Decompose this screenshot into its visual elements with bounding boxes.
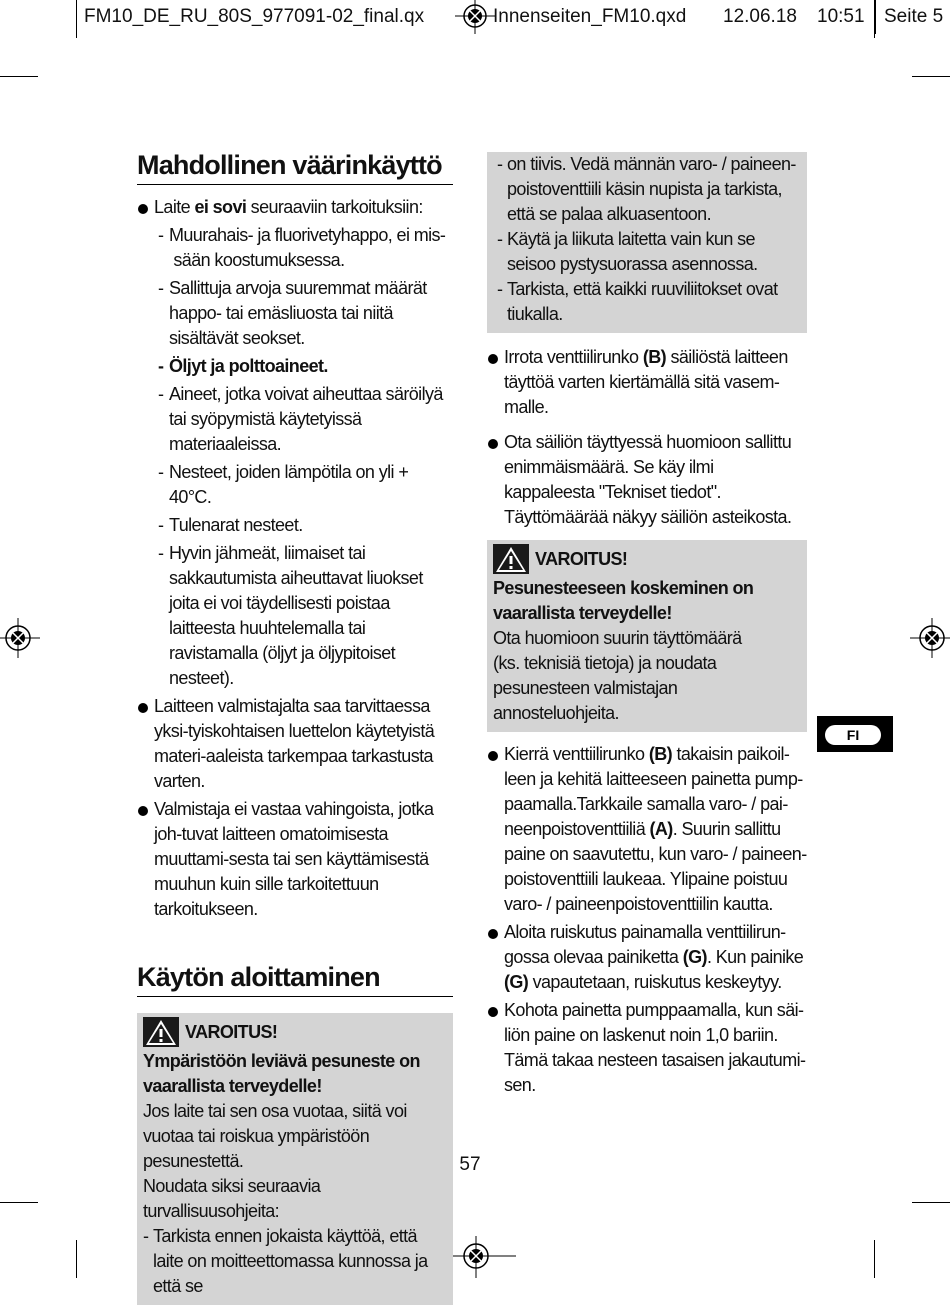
warning-text: Noudata siksi seuraavia turvallisuusohjeita: [143, 1176, 321, 1221]
left-column [137, 140, 453, 1305]
language-tab [817, 716, 893, 752]
list-subitem: - Sallittuja arvoja suuremmat määrät happo- tai emäsliuosta tai niitä sisältävät seokset. [158, 278, 427, 348]
warning-list-item: - Tarkista ennen jokaista käyttöä, että laite on moitteettomassa kunnossa ja että se [143, 1226, 428, 1296]
right-column [487, 152, 807, 1098]
list-subitem: - Tulenarat nesteet. [158, 515, 303, 535]
warning-title: Pesunesteeseen koskeminen on vaarallista terveydelle! [493, 578, 754, 623]
list-subitem: - Nesteet, joiden lämpötila on yli + 40°C. [158, 462, 409, 507]
slug-date: 12.06.18 [723, 6, 797, 27]
crop-mark [76, 1240, 77, 1278]
slug-document: Innenseiten_FM10.qxd [493, 6, 687, 27]
list-item: Ota säiliön täyttyessä huomioon sallittu enimmäismäärä. Se käy ilmi kappaleesta "Tekniset tiedot". Täyttömäärää näkyy säiliön asteikosta. [487, 430, 807, 530]
warning-label: VAROITUS! [535, 548, 628, 569]
warning-box-continued [487, 152, 807, 333]
slug-filename: FM10_DE_RU_80S_977091-02_final.qx [84, 6, 425, 27]
warning-triangle-icon [143, 1017, 179, 1047]
list-subitem: - Aineet, jotka voivat aiheuttaa säröilyä tai syöpymistä käytetyissä materiaaleissa. [158, 384, 443, 454]
slug-time: 10:51 [817, 6, 865, 27]
registration-mark-top [455, 0, 495, 34]
language-tab-label: FI [825, 725, 881, 745]
list-item: Kierrä venttiilirunko (B) takaisin paikoil-leen ja kehitä laitteeseen painetta pump-paamalla.Tarkkaile samalla varo- / pai-neenpoistoventtiiliä (A). Suurin sallittu paine on saavutettu, kun varo- / paineen-poistoventtiili laukeaa. Ylipaine poistuu varo- / paineenpoistoventtiilin kautta. [487, 742, 807, 917]
list-item: Irrota venttiilirunko (B) säiliöstä laitteen täyttöä varten kiertämällä sitä vasem-malle. [487, 345, 807, 420]
registration-mark-left [0, 618, 40, 658]
warning-list-item: - on tiivis. Vedä männän varo- / paineen-poistoventtiili käsin nupista ja tarkista, että se palaa alkuasentoon. [497, 154, 796, 224]
list-subitem: - Muurahais- ja fluorivetyhappo, ei mis- sään koostumuksessa. [158, 225, 446, 270]
warning-box-environment [137, 1013, 453, 1305]
warning-triangle-icon [493, 544, 529, 574]
warning-text: Ota huomioon suurin täyttömäärä [493, 628, 742, 648]
list-item: Aloita ruiskutus painamalla venttiilirun-gossa olevaa painiketta (G). Kun painike (G) vapautetaan, ruiskutus keskeytyy. [487, 920, 807, 995]
warning-box-detergent [487, 540, 807, 732]
warning-label: VAROITUS! [185, 1021, 278, 1042]
warning-list-item: - Käytä ja liikuta laitetta vain kun se seisoo pystysuorassa asennossa. [497, 229, 758, 274]
list-item: Laitteen valmistajalta saa tarvittaessa yksi-tyiskohtaisen luettelon käytetyistä materi-aaleista tarkempaa tarkastusta varten. [137, 694, 453, 794]
section-heading-start: Käytön aloittaminen [137, 952, 453, 997]
crop-mark [0, 1202, 38, 1203]
crop-mark [0, 76, 38, 77]
warning-text: (ks. teknisiä tietoja) ja noudata pesunesteen valmistajan annosteluohjeita. [493, 653, 717, 723]
list-subitem: - Hyvin jähmeät, liimaiset tai sakkautumista aiheuttavat liuokset joita ei voi täydellisesti poistaa laitteesta huuhtelemalla tai ravistamalla (öljyt ja öljypitoiset nesteet). [158, 543, 423, 688]
slug-page: Seite 5 [884, 6, 944, 27]
list-item: Valmistaja ei vastaa vahingoista, jotka joh-tuvat laitteen omatoimisesta muuttami-sesta tai sen käyttämisestä muuhun kuin sille tarkoitettuun tarkoitukseen. [137, 797, 453, 922]
warning-text: Jos laite tai sen osa vuotaa, siitä voi vuotaa tai roiskua ympäristöön pesunestettä. [143, 1101, 407, 1171]
crop-mark [76, 0, 77, 38]
crop-mark [912, 76, 950, 77]
section-heading-misuse: Mahdollinen väärinkäyttö [137, 140, 453, 185]
crop-mark [874, 1240, 875, 1278]
slug-divider [875, 0, 876, 34]
list-subitem: - Öljyt ja polttoaineet. [158, 356, 328, 376]
warning-list-item: - Tarkista, että kaikki ruuviliitokset ovat tiukalla. [497, 279, 778, 324]
list-item: Laite ei sovi seuraaviin tarkoituksiin: [137, 195, 453, 220]
registration-mark-right [910, 618, 950, 658]
page-number: 57 [459, 1154, 481, 1175]
warning-title: Ympäristöön leviävä pesuneste on vaarallista terveydelle! [143, 1051, 420, 1096]
list-item: Kohota painetta pumppaamalla, kun säi-liön paine on laskenut noin 1,0 bariin. Tämä takaa nesteen tasaisen jakautumi-sen. [487, 998, 807, 1098]
crop-mark [912, 1202, 950, 1203]
